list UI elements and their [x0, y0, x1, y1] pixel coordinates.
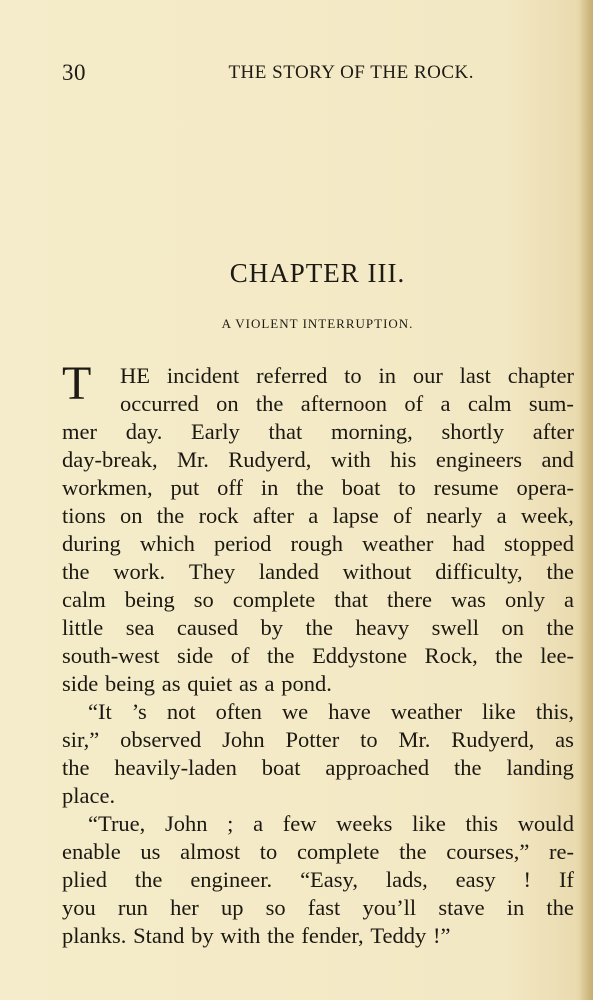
word: after [252, 503, 295, 528]
word: resume [433, 475, 499, 500]
word: the [296, 475, 324, 500]
word: observed [120, 727, 202, 752]
word: the [546, 615, 574, 640]
word: the [62, 755, 90, 780]
word: you’ll [362, 895, 417, 920]
word: a [264, 671, 275, 696]
word: that [334, 587, 368, 612]
word: as [555, 727, 574, 752]
word: there [386, 587, 432, 612]
word: so [193, 587, 214, 612]
word: in [260, 475, 279, 500]
word: the [454, 755, 482, 780]
word: a [496, 503, 507, 528]
word: Mr. [176, 447, 209, 472]
word: so [265, 895, 286, 920]
word: not [166, 699, 196, 724]
word: of [404, 391, 424, 416]
running-head: THE STORY OF THE ROCK. [228, 62, 474, 83]
word: being [105, 671, 155, 696]
word: on [120, 503, 143, 528]
word: referred [256, 363, 328, 388]
word: place. [62, 783, 116, 808]
word: difficulty, [435, 559, 523, 584]
drop-cap: T [62, 357, 92, 410]
word: “True, [88, 811, 146, 836]
word: the [399, 839, 427, 864]
word: put [170, 475, 200, 500]
word: lads, [385, 867, 428, 892]
word: our [412, 363, 443, 388]
word: landed [258, 559, 319, 584]
word: like [482, 699, 516, 724]
word: off [217, 475, 243, 500]
word: period [213, 531, 272, 556]
word: weather [390, 699, 462, 724]
word: this, [535, 699, 574, 724]
word: nearly [426, 503, 483, 528]
chapter-title: CHAPTER III. [229, 258, 406, 288]
word: the [134, 867, 163, 892]
word: a [308, 503, 319, 528]
word: mer [62, 419, 97, 444]
word: quiet [187, 671, 233, 696]
word: stopped [504, 531, 574, 556]
word: the [495, 643, 523, 668]
word: to [259, 839, 278, 864]
word: like [412, 811, 446, 836]
word: approached [325, 755, 430, 780]
text-line [62, 726, 574, 754]
word: few [282, 811, 317, 836]
word: sir,” [62, 727, 100, 752]
word: complete [232, 587, 316, 612]
text-line [62, 894, 574, 922]
word: heavy [355, 615, 410, 640]
word: ; [227, 811, 234, 836]
word: up [220, 895, 244, 920]
word: If [558, 867, 574, 892]
word: we [281, 699, 309, 724]
word: boat [341, 475, 381, 500]
text-line [62, 390, 574, 418]
word: in [506, 895, 525, 920]
text-line [62, 754, 574, 782]
word: They [188, 559, 236, 584]
word: fender, [301, 923, 364, 948]
body-text [62, 357, 574, 950]
word: lapse [332, 503, 379, 528]
text-line [62, 782, 574, 810]
word: plied [62, 867, 107, 892]
word: engineers [435, 447, 523, 472]
word: a [253, 811, 264, 836]
word: chapter [507, 363, 574, 388]
word: was [450, 587, 486, 612]
word: only [504, 587, 545, 612]
word: boat [261, 755, 301, 780]
word: his [390, 447, 417, 472]
text-line [62, 362, 574, 390]
word: the [546, 559, 574, 584]
word: caused [176, 615, 239, 640]
word: the [255, 391, 284, 416]
word: Potter [285, 727, 340, 752]
word: little [62, 615, 104, 640]
word: with [220, 923, 261, 948]
page-edge-shadow [579, 0, 593, 1000]
word: morning, [330, 419, 413, 444]
word: !” [433, 923, 451, 948]
text-line [62, 642, 574, 670]
text-line [62, 614, 574, 642]
word: have [328, 699, 371, 724]
word: the [156, 503, 185, 528]
word: ’s [131, 699, 147, 724]
word: rough [290, 531, 344, 556]
page-number: 30 [62, 60, 86, 85]
word: easy [455, 867, 496, 892]
word: on [216, 391, 239, 416]
text-line [62, 474, 574, 502]
word: day-break, [62, 447, 158, 472]
word: enable [62, 839, 121, 864]
word: us [140, 839, 161, 864]
word: tions [62, 503, 106, 528]
word: incident [166, 363, 240, 388]
word: landing [506, 755, 574, 780]
word: Teddy [370, 923, 427, 948]
word: sum- [528, 391, 574, 416]
text-line [62, 558, 574, 586]
word: the [305, 615, 333, 640]
word: lee- [540, 643, 574, 668]
word: and [541, 447, 574, 472]
word: workmen, [62, 475, 153, 500]
word: weather [362, 531, 434, 556]
word: rock [198, 503, 239, 528]
word: which [139, 531, 195, 556]
word: would [517, 811, 574, 836]
word: John [222, 727, 265, 752]
word: without [342, 559, 412, 584]
word: to [360, 727, 378, 752]
word: opera- [516, 475, 574, 500]
word: as [239, 671, 258, 696]
word: Early [191, 419, 240, 444]
word: as [161, 671, 181, 696]
word: during [62, 531, 121, 556]
text-line [62, 866, 574, 894]
word: weeks [336, 811, 393, 836]
word: the [267, 923, 295, 948]
word: to [344, 363, 362, 388]
word: of [393, 503, 412, 528]
word: that [268, 419, 303, 444]
word: shortly [441, 419, 505, 444]
word: you [62, 895, 96, 920]
word: run [117, 895, 148, 920]
word: by [191, 923, 214, 948]
word: with [330, 447, 371, 472]
word: after [532, 419, 574, 444]
word: “Easy, [300, 867, 358, 892]
text-line [62, 698, 574, 726]
text-line [62, 922, 574, 950]
word: pond. [281, 671, 332, 696]
word: on [501, 615, 524, 640]
word: occurred [120, 391, 199, 416]
text-line [62, 446, 574, 474]
word: this [465, 811, 499, 836]
word: had [452, 531, 485, 556]
word: in [378, 363, 397, 388]
word: side [62, 671, 99, 696]
word: a [440, 391, 451, 416]
word: HE [120, 363, 150, 388]
word: often [215, 699, 262, 724]
word: a [563, 587, 574, 612]
word: last [459, 363, 491, 388]
word: Rudyerd, [451, 727, 535, 752]
word: Stand [133, 923, 185, 948]
word: Rock, [424, 643, 478, 668]
word: fast [307, 895, 341, 920]
word: her [170, 895, 199, 920]
word: swell [431, 615, 480, 640]
word: engineer. [190, 867, 273, 892]
word: afternoon [300, 391, 387, 416]
word: John [164, 811, 208, 836]
word: to [398, 475, 416, 500]
word: sea [125, 615, 155, 640]
word: ! [523, 867, 532, 892]
word: almost [180, 839, 241, 864]
word: the [546, 895, 574, 920]
word: by [260, 615, 284, 640]
text-line [62, 810, 574, 838]
word: Rudyerd, [228, 447, 312, 472]
text-line [62, 530, 574, 558]
word: week, [520, 503, 574, 528]
page-header [62, 60, 474, 90]
word: courses,” [446, 839, 530, 864]
text-line [62, 838, 574, 866]
text-line [62, 502, 574, 530]
word: “It [88, 699, 112, 724]
text-line [62, 586, 574, 614]
word: day. [125, 419, 163, 444]
word: Eddystone [312, 643, 408, 668]
text-line [62, 670, 574, 698]
word: south-west [62, 643, 160, 668]
word: being [124, 587, 175, 612]
word: work. [113, 559, 166, 584]
word: complete [296, 839, 380, 864]
word: planks. [62, 923, 127, 948]
word: calm [467, 391, 512, 416]
text-line [62, 418, 574, 446]
word: of [230, 643, 250, 668]
word: side [177, 643, 214, 668]
word: stave [438, 895, 485, 920]
word: the [267, 643, 295, 668]
word: re- [549, 839, 574, 864]
word: Mr. [398, 727, 431, 752]
word: the [62, 559, 90, 584]
word: calm [62, 587, 106, 612]
word: heavily-laden [114, 755, 237, 780]
chapter-subtitle: A VIOLENT INTERRUPTION. [221, 316, 414, 331]
